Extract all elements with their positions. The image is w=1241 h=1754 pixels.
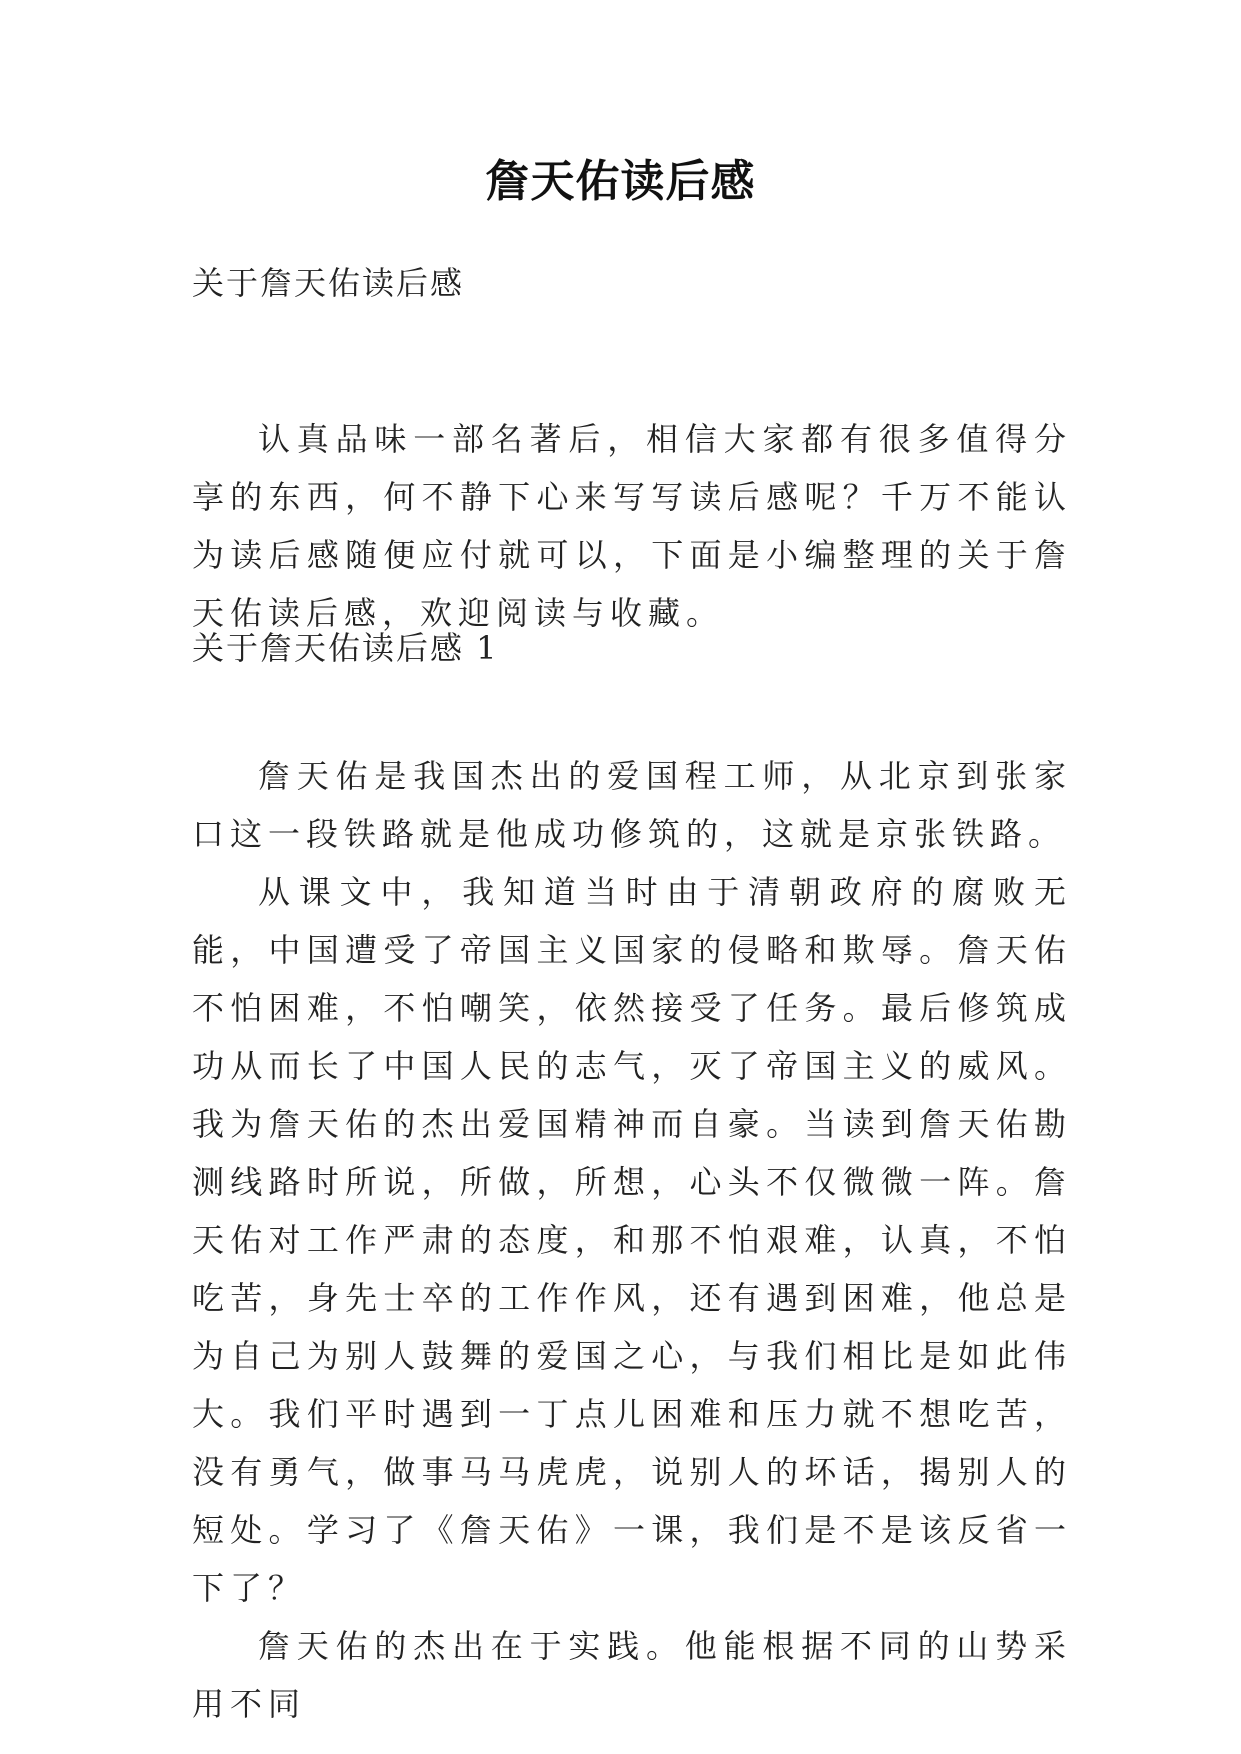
document-title: 詹天佑读后感 xyxy=(485,156,756,207)
intro-block xyxy=(192,410,1072,642)
intro-paragraph: 认真品味一部名著后，相信大家都有很多值得分享的东西，何不静下心来写写读后感呢？千万不能认为读后感随便应付就可以，下面是小编整理的关于詹天佑读后感，欢迎阅读与收藏。 xyxy=(192,420,1072,632)
section-heading: 关于詹天佑读后感 1 xyxy=(192,629,499,667)
body-paragraph-1: 詹天佑是我国杰出的爱国程工师，从北京到张家口这一段铁路就是他成功修筑的，这就是京张铁路。 xyxy=(192,757,1072,853)
document-subtitle: 关于詹天佑读后感 xyxy=(192,264,465,302)
body-paragraph-3: 詹天佑的杰出在于实践。他能根据不同的山势采用不同 xyxy=(192,1627,1072,1723)
body-paragraph-2: 从课文中，我知道当时由于清朝政府的腐败无能，中国遭受了帝国主义国家的侵略和欺辱。詹天佑不怕困难，不怕嘲笑，依然接受了任务。最后修筑成功从而长了中国人民的志气，灭了帝国主义的威风。我为詹天佑的杰出爱国精神而自豪。当读到詹天佑勘测线路时所说，所做，所想，心头不仅微微一阵。詹天佑对工作严肃的态度，和那不怕艰难，认真，不怕吃苦，身先士卒的工作作风，还有遇到困难，他总是为自己为别人鼓舞的爱国之心，与我们相比是如此伟大。我们平时遇到一丁点儿困难和压力就不想吃苦，没有勇气，做事马马虎虎，说别人的坏话，揭别人的短处。学习了《詹天佑》一课，我们是不是该反省一下了？ xyxy=(192,873,1072,1607)
section-body xyxy=(192,747,1072,1733)
